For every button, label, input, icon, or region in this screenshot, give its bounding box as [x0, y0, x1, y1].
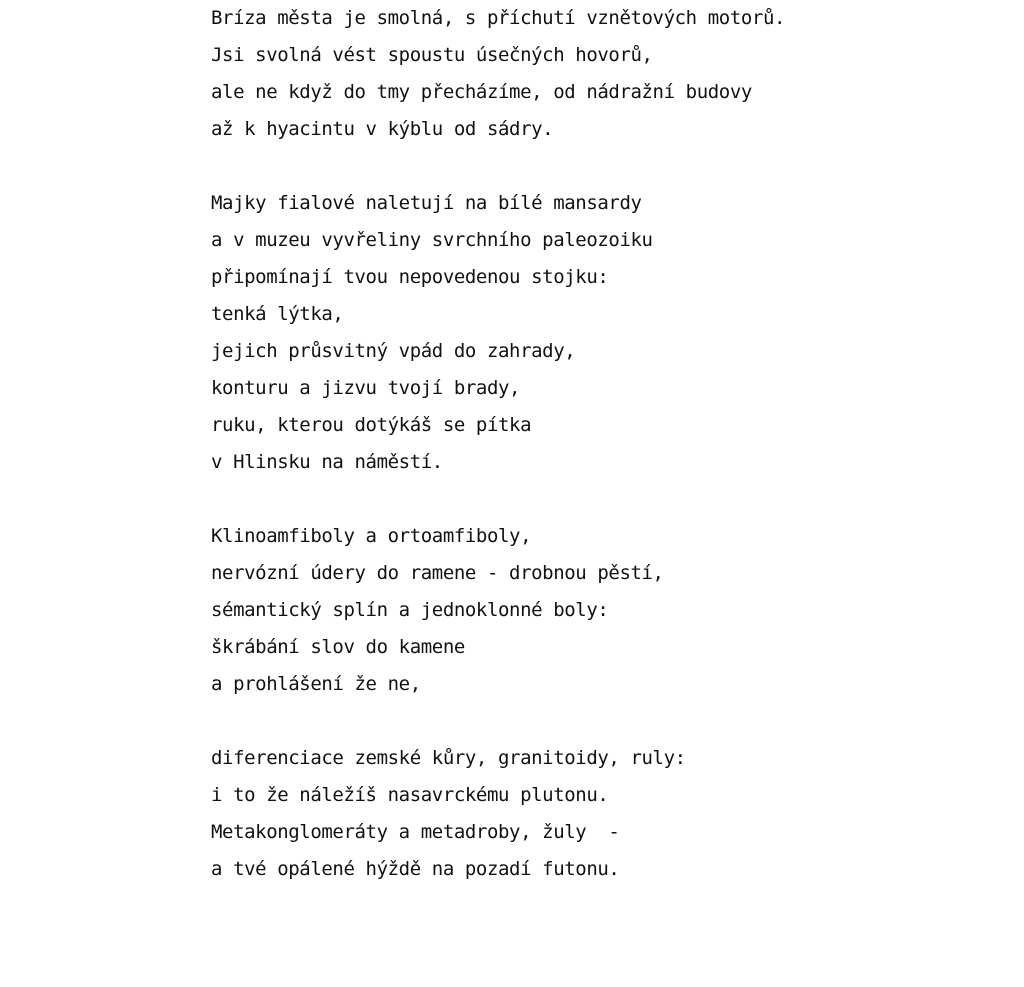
- poem-line: jejich průsvitný vpád do zahrady,: [211, 340, 576, 362]
- poem-line: a tvé opálené hýždě na pozadí futonu.: [211, 858, 620, 880]
- poem-line: Jsi svolná vést spoustu úsečných hovorů,: [211, 44, 653, 66]
- poem-line: i to že náležíš nasavrckému plutonu.: [211, 784, 609, 806]
- poem-line: ruku, kterou dotýkáš se pítka: [211, 414, 532, 436]
- poem-line: škrábání slov do kamene: [211, 636, 465, 658]
- stanza-break: [211, 148, 991, 185]
- poem-line: a v muzeu vyvřeliny svrchního paleozoiku: [211, 229, 653, 251]
- stanza-2: [211, 185, 991, 481]
- poem-line: Klinoamfiboly a ortoamfiboly,: [211, 525, 532, 547]
- poem-line: Majky fialové naletují na bílé mansardy: [211, 192, 642, 214]
- poem-line: Metakonglomeráty a metadroby, žuly -: [211, 821, 620, 843]
- poem-line: až k hyacintu v kýblu od sádry.: [211, 118, 554, 140]
- poem-line: ale ne když do tmy přecházíme, od nádražní budovy: [211, 81, 752, 103]
- poem-line: Bríza města je smolná, s příchutí vznětových motorů.: [211, 7, 786, 29]
- poem-line: tenká lýtka,: [211, 303, 344, 325]
- poem-line: konturu a jizvu tvojí brady,: [211, 377, 521, 399]
- poem-line: a prohlášení že ne,: [211, 673, 421, 695]
- stanza-4: [211, 740, 991, 888]
- poem-line: nervózní údery do ramene - drobnou pěstí,: [211, 562, 664, 584]
- poem-line: sémantický splín a jednoklonné boly:: [211, 599, 609, 621]
- poem-text: [211, 0, 991, 888]
- stanza-break: [211, 703, 991, 740]
- poem-line: diferenciace zemské kůry, granitoidy, ruly:: [211, 747, 686, 769]
- poem-line: v Hlinsku na náměstí.: [211, 451, 443, 473]
- stanza-1: [211, 0, 991, 148]
- stanza-3: [211, 518, 991, 703]
- poem-line: připomínají tvou nepovedenou stojku:: [211, 266, 609, 288]
- stanza-break: [211, 481, 991, 518]
